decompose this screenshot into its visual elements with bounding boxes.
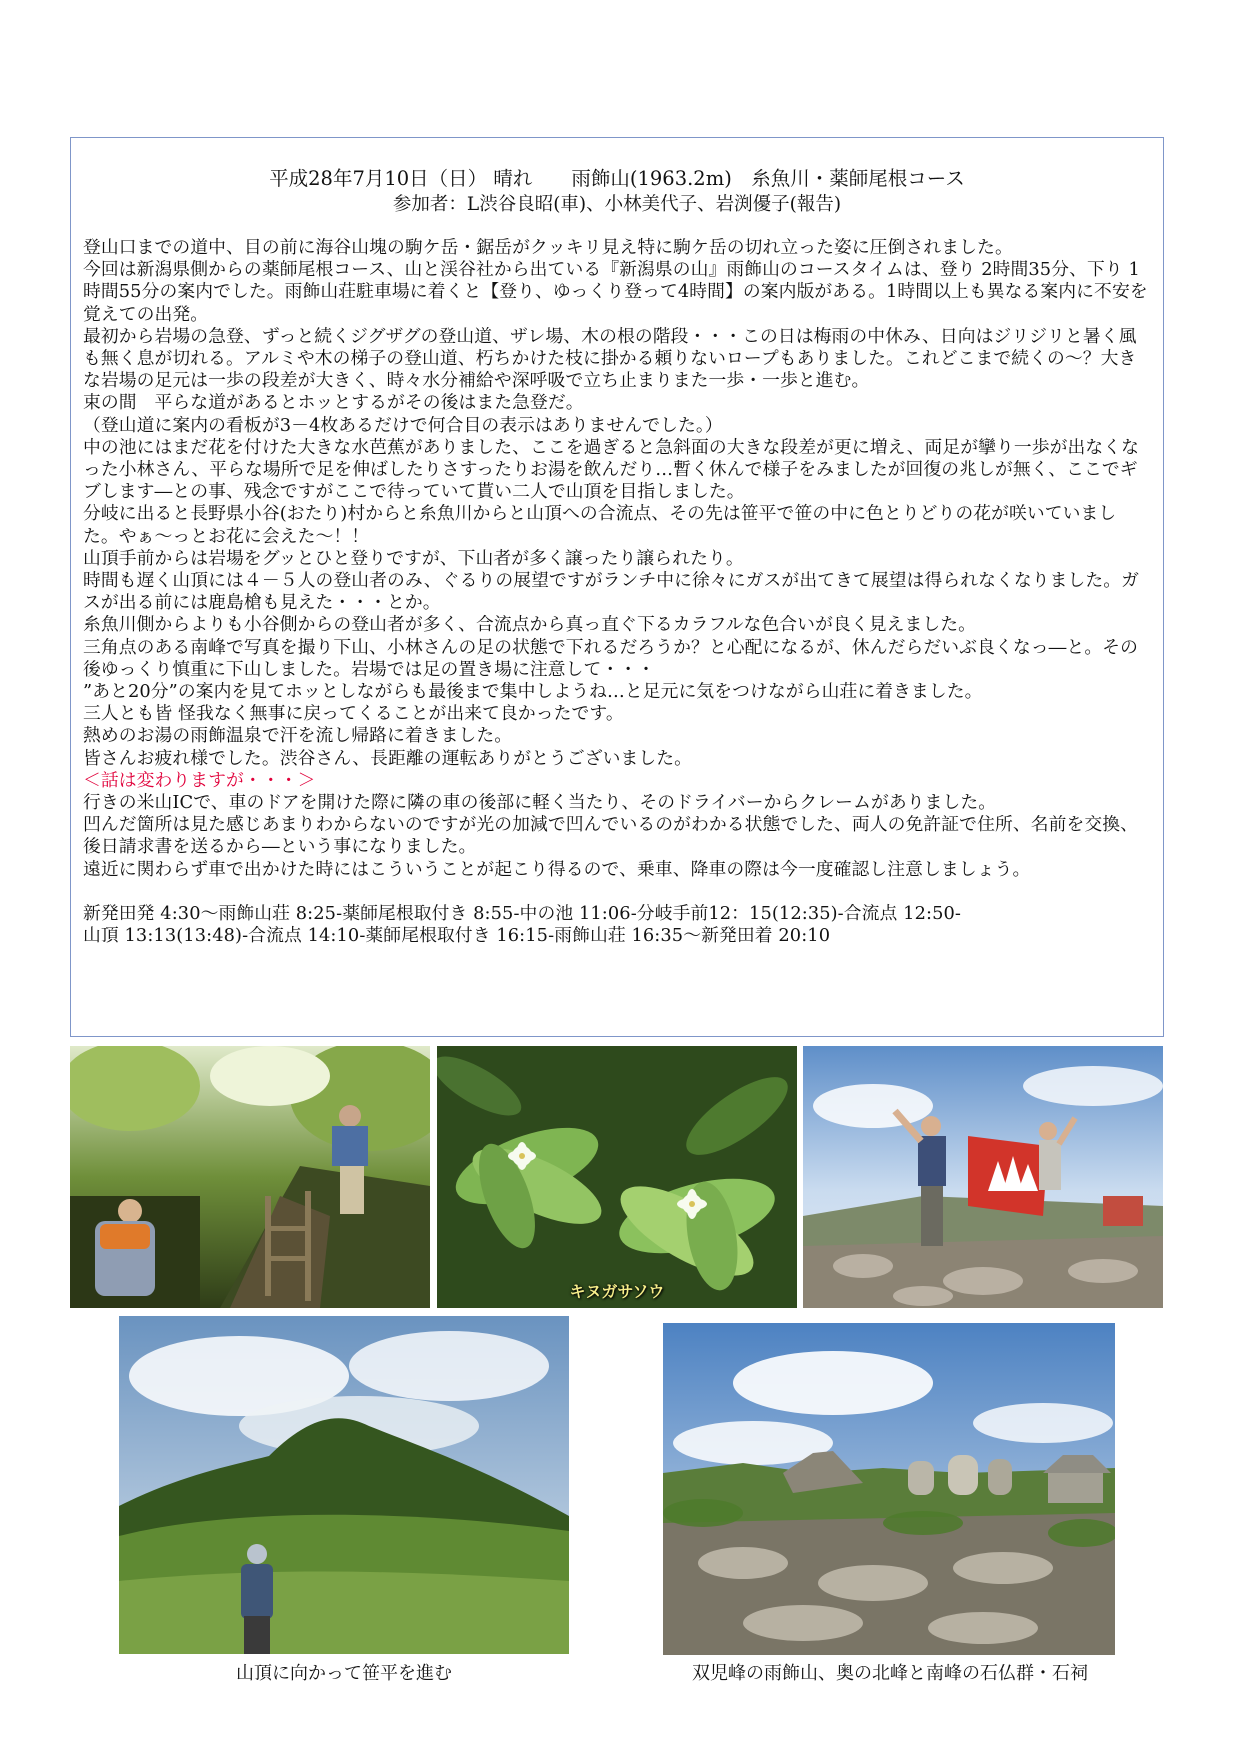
- paragraph: 分岐に出ると長野県小谷(おたり)村からと糸魚川からと山頂への合流点、その先は笹平で笹の中に色とりどりの花が咲いていました。やぁ～っとお花に会えた～！！: [83, 503, 1117, 547]
- paragraph: 熱めのお湯の雨飾温泉で汗を流し帰路に着きました。: [83, 725, 513, 747]
- paragraph: （登山道に案内の看板が3－4枚あるだけで何合目の表示はありませんでした。）: [83, 414, 723, 436]
- paragraph: 束の間 平らな道があるとホッとするがその後はまた急登だ。: [83, 392, 584, 414]
- photo-climbers: [70, 1046, 430, 1308]
- paragraph: 皆さんお疲れ様でした。渋谷さん、長距離の運転ありがとうございました。: [83, 747, 693, 769]
- paragraph: 最初から岩場の急登、ずっと続くジグザグの登山道、ザレ場、木の根の階段・・・この日は梅雨の中休み、日向はジリジリと暑く風も無く息が切れる。アルミや木の梯子の登山道、朽ちかけた枝に掛かる頼りないロープもありました。これどこまで続くの～？大きな岩場の足元は一歩の段差が大きく、時々水分補給や深呼吸で立ち止まりまた一歩・一歩と進む。: [83, 325, 1137, 392]
- photo-ridge: [119, 1316, 569, 1654]
- report-box: [70, 137, 1164, 1037]
- paragraph: ”あと20分”の案内を見てホッとしながらも最後まで集中しようね…と足元に気をつけながら山荘に着きました。: [83, 681, 983, 703]
- timeline-line: 新発田発 4:30～雨飾山荘 8:25-薬師尾根取付き 8:55-中の池 11:06-分岐手前12：15(12:35)-合流点 12:50-: [83, 902, 962, 924]
- photo-kinugasasou: [437, 1046, 797, 1308]
- photo-label: キヌガサソウ: [569, 1282, 665, 1301]
- photo-summit-flag: [803, 1046, 1163, 1308]
- paragraph: 登山口までの道中、目の前に海谷山塊の駒ケ岳・鋸岳がクッキリ見え特に駒ケ岳の切れ立った姿に圧倒されました。: [83, 237, 1013, 258]
- paragraph: 三人とも皆 怪我なく無事に戻ってくることが出来て良かったです。: [83, 703, 624, 725]
- paragraph: 山頂手前からは岩場をグッとひと登りですが、下山者が多く譲ったり譲られたり。: [83, 547, 744, 569]
- paragraph: 中の池にはまだ花を付けた大きな水芭蕉がありました、ここを過ぎると急斜面の大きな段差が更に増え、両足が攣り一歩が出なくなった小林さん、平らな場所で足を伸ばしたりさすったりお湯を飲んだり…暫く休んで様子をみましたが回復の兆しが無く、ここでギブします―との事、残念ですがここで待っていて貰い二人で山頂を目指しました。: [83, 436, 1140, 503]
- paragraph: 糸魚川側からよりも小谷側からの登山者が多く、合流点から真っ直ぐ下るカラフルな色合いが良く見えました。: [83, 614, 976, 636]
- report-body: [83, 237, 1151, 947]
- aside-paragraph: 凹んだ箇所は見た感じあまりわからないのですが光の加減で凹んでいるのがわかる状態でした、両人の免許証で住所、名前を交換、後日請求書を送るから―という事になりました。: [83, 814, 1138, 858]
- aside-paragraph: 行きの米山ICで、車のドアを開けた際に隣の車の後部に軽く当たり、そのドライバーからクレームがありました。: [83, 792, 997, 814]
- caption-ridge: 山頂に向かって笹平を進む: [236, 1663, 452, 1684]
- caption-summit: 双児峰の雨飾山、奥の北峰と南峰の石仏群・石祠: [692, 1663, 1088, 1684]
- aside-heading: ＜話は変わりますが・・・＞: [83, 769, 316, 791]
- report-title: 平成28年7月10日（日） 晴れ 雨飾山(1963.2m) 糸魚川・薬師尾根コース: [269, 167, 965, 190]
- paragraph: 時間も遅く山頂には４－５人の登山者のみ、ぐるりの展望ですがランチ中に徐々にガスが出てきて展望は得られなくなりました。ガスが出る前には鹿島槍も見えた・・・とか。: [83, 570, 1140, 614]
- aside-paragraph: 遠近に関わらず車で出かけた時にはこういうことが起こり得るので、乗車、降車の際は今一度確認し注意しましょう。: [83, 858, 1031, 880]
- participants: 参加者：L渋谷良昭(車)、小林美代子、岩渕優子(報告): [392, 194, 842, 215]
- paragraph: 三角点のある南峰で写真を撮り下山、小林さんの足の状態で下れるだろうか？と心配になるが、休んだらだいぶ良くなっ―と。その後ゆっくり慎重に下山しました。岩場では足の置き場に注意して・・・: [83, 636, 1138, 680]
- timeline-line: 山頂 13:13(13:48)-合流点 14:10-薬師尾根取付き 16:15-雨飾山荘 16:35～新発田着 20:10: [83, 925, 831, 947]
- photo-summit-shrine: [663, 1323, 1115, 1655]
- paragraph: 今回は新潟県側からの薬師尾根コース、山と渓谷社から出ている『新潟県の山』雨飾山のコースタイムは、登り 2時間35分、下り 1時間55分の案内でした。雨飾山荘駐車場に着くと【登り、ゆっくり登って4時間】の案内版がある。1時間以上も異なる案内に不安を覚えての出発。: [83, 259, 1148, 325]
